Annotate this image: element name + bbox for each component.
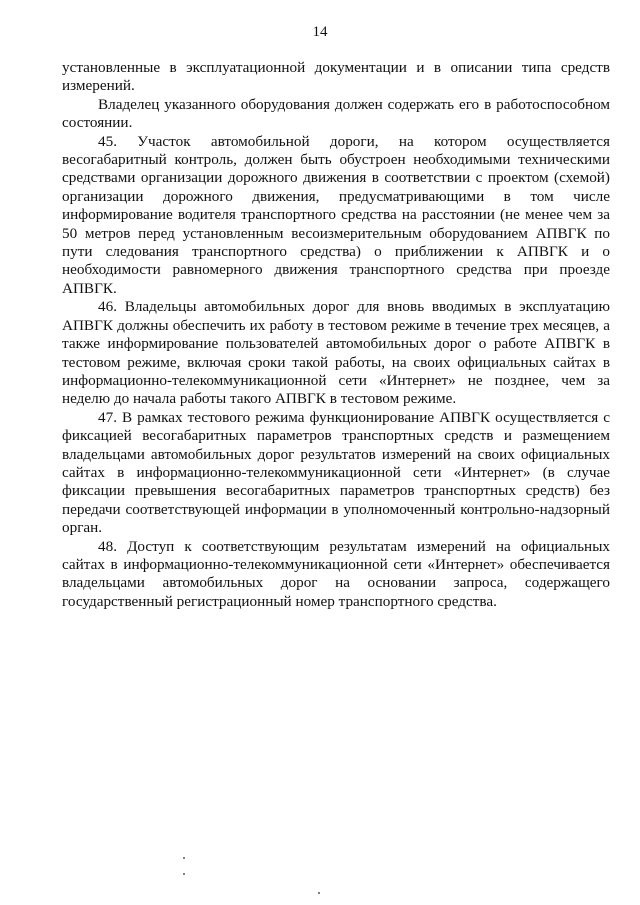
scan-artifact [318, 892, 320, 894]
document-body [62, 59, 610, 611]
paragraph-45: 45. Участок автомобильной дороги, на котором осуществляется весогабаритный контроль, должен быть обустроен необходимыми техническими средствами организации дорожного движения в соответствии с проектом (схемой) организации дорожного движения, предусматривающими в том числе информирование водителя транспортного средства на расстоянии (не менее чем за 50 метров перед установленным весоизмерительным оборудованием АПВГК по пути следования транспортного средства) о приближении к АПВГК и о необходимости равномерного движения транспортного средства при проезде АПВГК. [62, 132, 610, 297]
scan-artifact [183, 857, 185, 859]
paragraph-continuation: установленные в эксплуатационной документации и в описании типа средств измерений. [62, 59, 610, 95]
paragraph-46: 46. Владельцы автомобильных дорог для вновь вводимых в эксплуатацию АПВГК должны обеспечить их работу в тестовом режиме в течение трех месяцев, а также информирование пользователей автомобильных дорог о работе АПВГК в тестовом режиме, включая сроки такой работы, на своих официальных сайтах в информационно-телекоммуникационной сети «Интернет» не позднее, чем за неделю до начала работы такого АПВГК в тестовом режиме. [62, 298, 610, 408]
paragraph-48: 48. Доступ к соответствующим результатам измерений на официальных сайтах в информационно-телекоммуникационной сети «Интернет» обеспечивается владельцами автомобильных дорог на основании запроса, содержащего государственный регистрационный номер транспортного средства. [62, 537, 610, 610]
paragraph-47: 47. В рамках тестового режима функционирование АПВГК осуществляется с фиксацией весогабаритных параметров транспортных средств и размещением владельцами автомобильных дорог результатов измерений на своих официальных сайтах в информационно-телекоммуникационной сети «Интернет» (в случае фиксации превышения весогабаритных параметров транспортных средств) без передачи соответствующей информации в уполномоченный контрольно-надзорный орган. [62, 408, 610, 537]
scan-artifact [183, 873, 185, 875]
paragraph-owner-duty: Владелец указанного оборудования должен содержать его в работоспособном состоянии. [62, 95, 610, 132]
page-number: 14 [312, 24, 328, 40]
